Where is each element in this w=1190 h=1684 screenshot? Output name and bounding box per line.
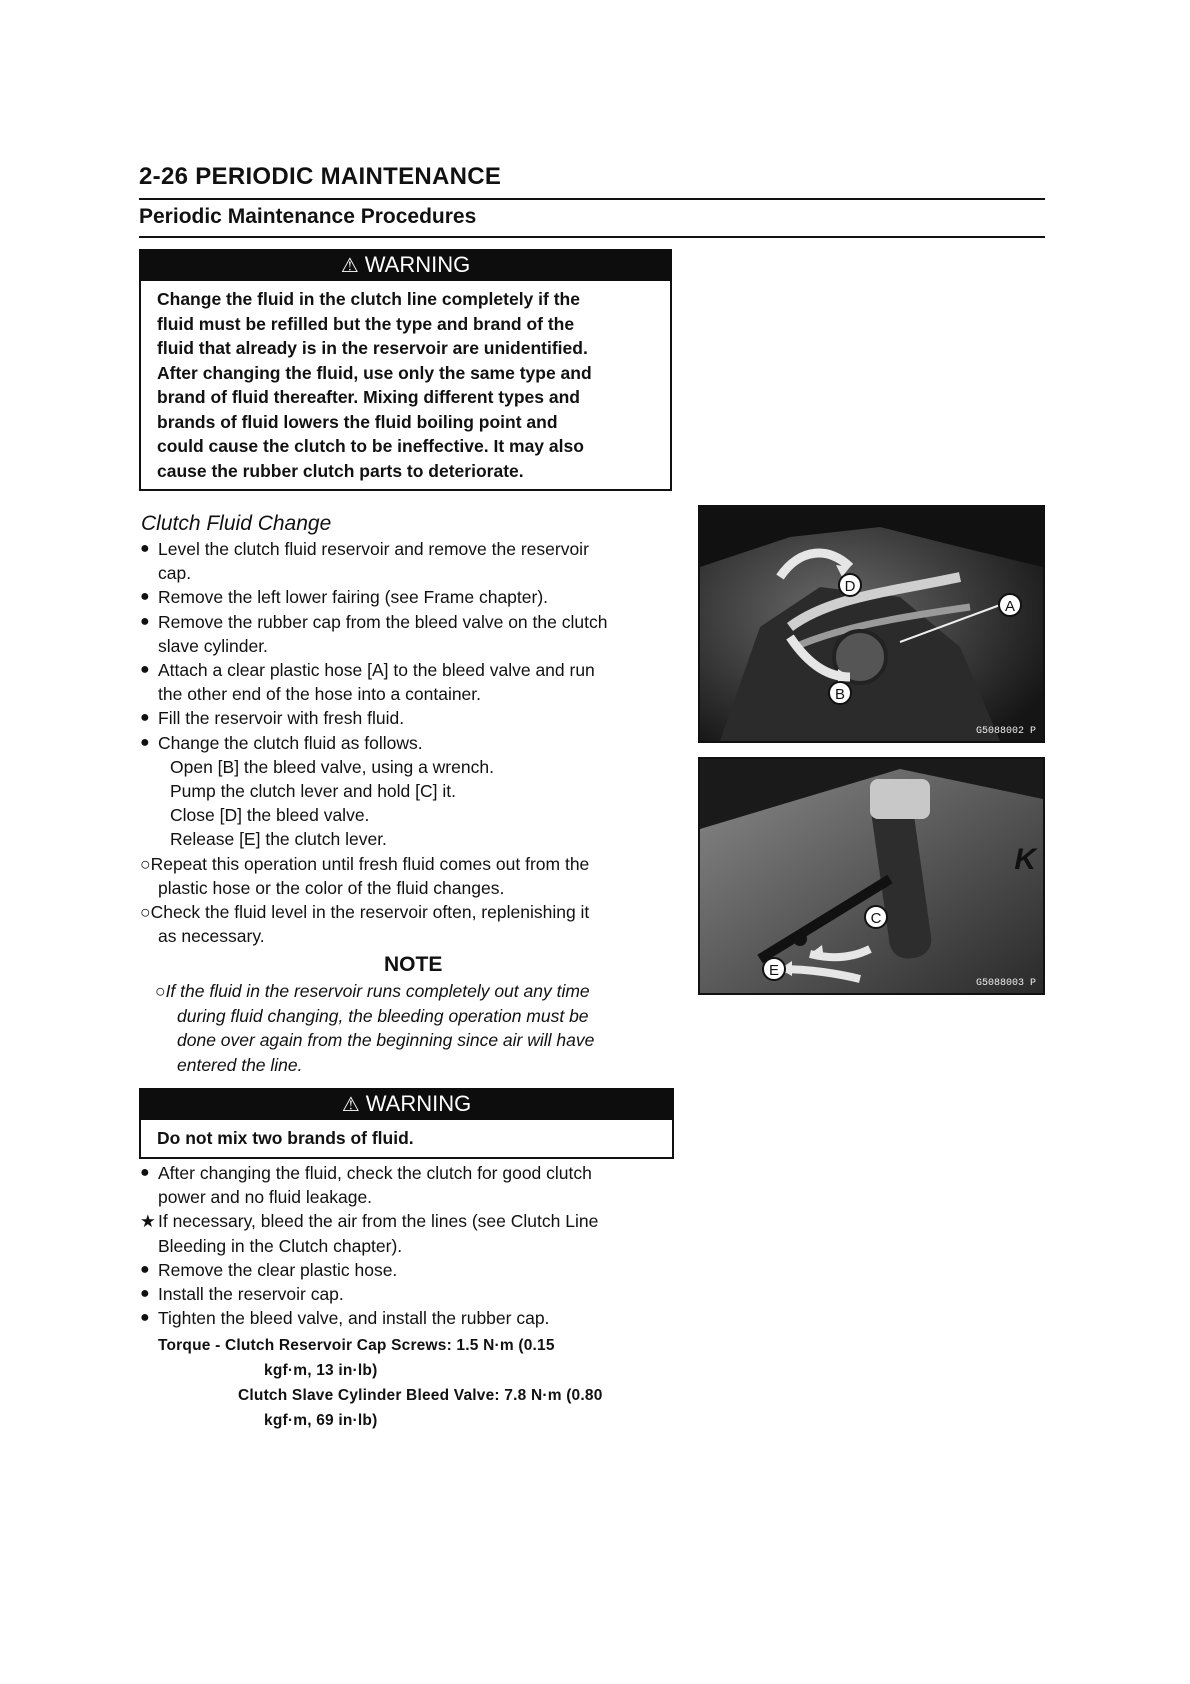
warning-text: [141, 281, 670, 489]
bullet-marker: ●: [140, 588, 150, 606]
step-line: the other end of the hose into a container.: [158, 684, 482, 705]
warning-box-mix-brands: [139, 1088, 674, 1159]
photo-code: G5088003 P: [975, 978, 1036, 989]
note-body: [155, 979, 685, 1077]
warning-line: could cause the clutch to be ineffective. It may also: [157, 436, 584, 456]
callout-e: [763, 958, 785, 980]
warning-line: fluid must be refilled but the type and brand of the: [157, 313, 575, 334]
warning-line: brands of fluid lowers the fluid boiling point and: [157, 411, 558, 432]
subtitle-rule: [139, 236, 1045, 238]
step-line: as necessary.: [158, 926, 265, 947]
bullet-marker: ●: [140, 1164, 150, 1181]
step-line: ● Install the reservoir cap.: [140, 1282, 680, 1306]
callout-d: [839, 574, 861, 596]
circle-marker: ○: [140, 902, 151, 923]
bullet-marker: ●: [140, 540, 150, 557]
warning-text: Do not mix two brands of fluid.: [157, 1128, 414, 1148]
step-line: ● Level the clutch fluid reservoir and remove the reservoir: [140, 537, 680, 561]
step-line: ● After changing the fluid, check the clutch for good clutch: [140, 1161, 680, 1185]
step-line: power and no fluid leakage.: [158, 1187, 373, 1208]
step-line: ○Repeat this operation until fresh fluid comes out from the: [140, 853, 590, 874]
photo-code: G5088002 P: [975, 726, 1036, 737]
warning-triangle-icon: ⚠: [340, 255, 359, 277]
torque-line: kgf·m, 69 in·lb): [264, 1412, 378, 1429]
step-line: ○Check the fluid level in the reservoir often, replenishing it: [140, 902, 590, 923]
step-line: ● Tighten the bleed valve, and install the rubber cap.: [140, 1306, 680, 1330]
photo-clutch-lever: [698, 757, 1045, 995]
step-line: ● Remove the left lower fairing (see Frame chapter).: [140, 585, 680, 609]
note-line: done over again from the beginning since air will have: [177, 1030, 595, 1050]
note-line: during fluid changing, the bleeding operation must be: [177, 1005, 589, 1026]
callout-b: [829, 682, 851, 704]
warning-line: brand of fluid thereafter. Mixing different types and: [157, 387, 580, 407]
substep-line: Release [E] the clutch lever.: [170, 829, 387, 850]
photo-label: E: [768, 962, 780, 979]
circle-marker: ○: [140, 853, 151, 874]
substep-line: Close [D] the bleed valve.: [170, 805, 370, 826]
bullet-marker: ●: [140, 612, 150, 630]
warning-line: After changing the fluid, use only the same type and: [157, 362, 592, 383]
procedure-steps: [140, 537, 680, 948]
warning-line: fluid that already is in the reservoir are unidentified.: [157, 338, 588, 358]
photo-label: B: [834, 686, 846, 703]
callout-a: [999, 594, 1021, 616]
section-subtitle: Periodic Maintenance Procedures: [139, 205, 477, 228]
warning-line: Change the fluid in the clutch line completely if the: [157, 289, 580, 309]
step-line: ★ If necessary, bleed the air from the lines (see Clutch Line: [140, 1209, 680, 1233]
photo-label: C: [870, 910, 882, 927]
step-line: ● Fill the reservoir with fresh fluid.: [140, 706, 680, 730]
torque-spec: [158, 1333, 603, 1433]
step-line: ● Change the clutch fluid as follows.: [140, 731, 680, 755]
warning-box-fluid-change: [139, 249, 672, 491]
torque-line: Clutch Slave Cylinder Bleed Valve: 7.8 N·m (0.80: [238, 1387, 603, 1404]
warning-banner: [139, 249, 672, 281]
photo-clutch-bleed-valve: [698, 505, 1045, 743]
callout-c: [865, 906, 887, 928]
substep-line: Pump the clutch lever and hold [C] it.: [170, 781, 456, 802]
bullet-marker: ●: [140, 709, 150, 727]
step-line: ● Remove the clear plastic hose.: [140, 1258, 680, 1282]
substep-line: Open [B] the bleed valve, using a wrench.: [170, 756, 494, 777]
section-title-clutch-fluid-change: Clutch Fluid Change: [141, 512, 332, 535]
note-title: NOTE: [384, 953, 443, 976]
photo-label: A: [1004, 598, 1016, 615]
photo-label: D: [844, 578, 856, 595]
step-line: Bleeding in the Clutch chapter).: [158, 1235, 403, 1256]
bullet-marker: ●: [140, 1309, 150, 1327]
bullet-marker: ●: [140, 1260, 150, 1278]
bullet-marker: ●: [140, 733, 150, 751]
warning-banner: [139, 1088, 674, 1120]
warning-triangle-icon: ⚠: [341, 1094, 360, 1116]
header-rule: [139, 198, 1045, 200]
note-line: ○If the fluid in the reservoir runs completely out any time: [155, 981, 590, 1001]
bullet-marker: ●: [140, 661, 150, 679]
step-line: ● Remove the rubber cap from the bleed valve on the clutch: [140, 610, 680, 634]
after-steps: [140, 1161, 680, 1330]
bullet-marker: ●: [140, 1285, 150, 1303]
warning-label: WARNING: [364, 252, 471, 277]
step-line: plastic hose or the color of the fluid changes.: [158, 877, 505, 898]
step-line: ● Attach a clear plastic hose [A] to the bleed valve and run: [140, 658, 680, 682]
edge-mark: K: [1014, 843, 1036, 876]
star-marker: ★: [140, 1211, 156, 1232]
note-line: entered the line.: [177, 1054, 303, 1075]
step-line: slave cylinder.: [158, 635, 268, 656]
warning-line: cause the rubber clutch parts to deteriorate.: [157, 460, 524, 481]
page-title: 2-26 PERIODIC MAINTENANCE: [139, 163, 502, 190]
torque-line: Torque - Clutch Reservoir Cap Screws: 1.5 N·m (0.15: [158, 1337, 555, 1354]
torque-line: kgf·m, 13 in·lb): [264, 1362, 378, 1379]
step-line: cap.: [158, 563, 192, 584]
warning-label: WARNING: [365, 1091, 472, 1116]
